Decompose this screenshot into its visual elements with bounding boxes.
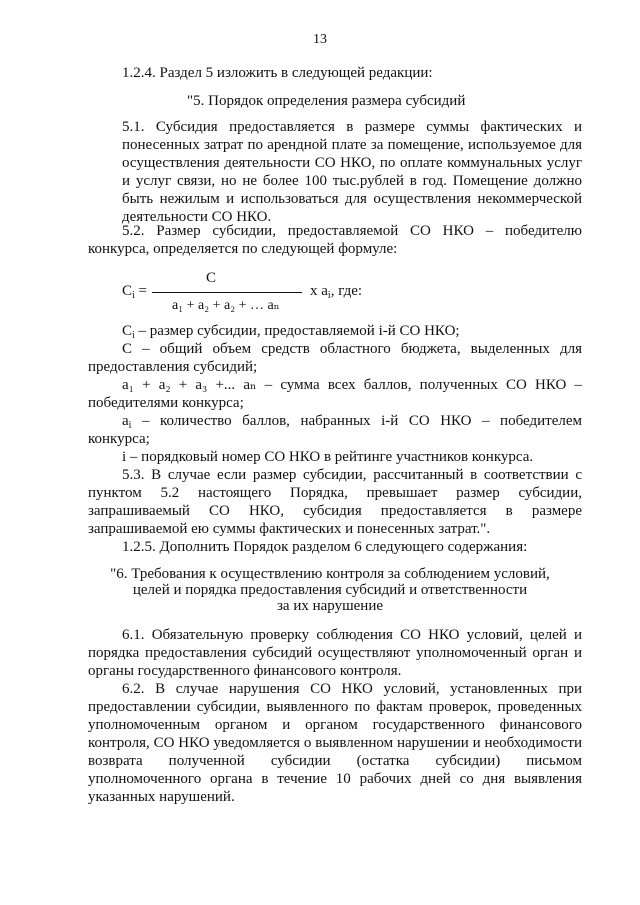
definition-sum: a₁ + a₂ + a₃ +... aₙ – сумма всех баллов, полученных СО НКО – победителями конкурса; <box>88 377 582 411</box>
paragraph-6-1: 6.1. Обязательную проверку соблюдения СО НКО условий, целей и порядка предоставления субсидий осуществляют уполномоченный орган и органы государственного финансового контроля. <box>88 627 582 679</box>
subsidy-formula <box>122 270 382 322</box>
section-6-heading-line-3: за их нарушение <box>276 598 384 614</box>
definition-i: i – порядковый номер СО НКО в рейтинге участников конкурса. <box>122 449 534 465</box>
item-1-2-4: 1.2.4. Раздел 5 изложить в следующей редакции: <box>122 65 433 81</box>
section-5-heading: "5. Порядок определения размера субсидий <box>187 93 466 109</box>
definition-ci: $C_i$ – размер субсидии, предоставляемой i-й СО НКО; <box>122 323 460 341</box>
paragraph-6-2: 6.2. В случае нарушения СО НКО условий, установленных при предоставлении субсидии, выявленного по фактам проверок, проведенных уполномоченным органом и органом государственного финансового контроля, СО НКО уведомляется о выявленном нарушении и необходимости возврата полученной субсидии (остатка субсидии) письмом уполномоченного органа в течение 10 рабочих дней со дня выявления указанных нарушений. <box>88 681 582 805</box>
fraction-bar <box>152 292 302 293</box>
paragraph-5-2 <box>88 222 582 258</box>
formula-rhs: x $a_i$, где: <box>310 283 363 301</box>
paragraph-5-3: 5.3. В случае если размер субсидии, рассчитанный в соответствии с пунктом 5.2 настоящего Порядка, превышает размер субсидии, запрашиваемый СО НКО, субсидия предоставляется в размере запрашиваемой ею суммы фактических и понесенных затрат.". <box>88 467 582 537</box>
section-6-heading-line-1: "6. Требования к осуществлению контроля за соблюдением условий, <box>110 566 550 582</box>
item-1-2-5: 1.2.5. Дополнить Порядок разделом 6 следующего содержания: <box>122 539 528 555</box>
page-number: 13 <box>313 32 327 47</box>
definition-ai: $a_i$ – количество баллов, набранных i-й СО НКО – победителем конкурса; <box>88 413 582 447</box>
section-6-heading-line-2: целей и порядка предоставления субсидий и ответственности <box>132 582 528 598</box>
paragraph-5-1 <box>122 118 582 225</box>
definition-c: C – общий объем средств областного бюджета, выделенных для предоставления субсидий; <box>88 341 582 375</box>
paragraph-5-1-text: 5.1. Субсидия предоставляется в размере суммы фактических и понесенных затрат по арендной плате за помещение, используемое для осуществления деятельности СО НКО, по оплате коммунальных услуг и услуг связи, но не более 100 тыс.рублей в год. Помещение должно быть нежилым и использоваться для осуществления некоммерческой деятельности СО НКО. <box>122 119 582 225</box>
section-6-heading <box>80 566 580 614</box>
paragraph-5-2-text: 5.2. Размер субсидии, предоставляемой СО НКО – победителю конкурса, определяется по следующей формуле: <box>88 223 582 257</box>
formula-numerator: C <box>206 270 217 286</box>
formula-lhs: $C_i$ = <box>122 283 148 301</box>
formula-denominator: a₁ + a₂ + a₂ + … aₙ <box>172 298 280 313</box>
